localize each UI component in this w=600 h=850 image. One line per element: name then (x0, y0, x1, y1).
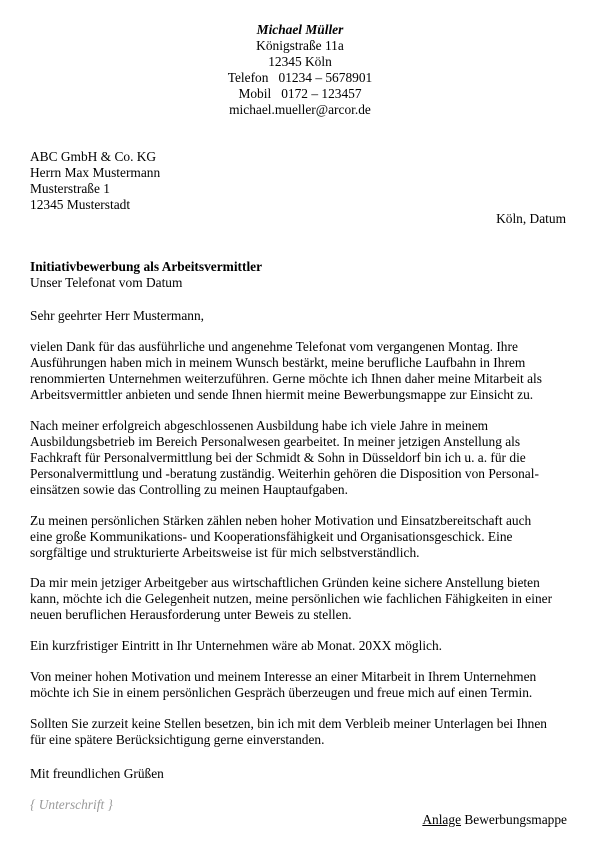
text-line: renommierten Unternehmen weiterzuführen. Gerne möchte ich Ihnen daher meine Mitarbeit als (30, 371, 542, 386)
text-line: neuen beruflichen Herausforderung unter Beweis zu stellen. (30, 607, 352, 622)
paragraph-interview (30, 669, 570, 701)
sender-name: Michael Müller (256, 22, 344, 37)
recipient-contact: Herrn Max Mustermann (30, 165, 161, 180)
text-line: Von meiner hohen Motivation und meinem Interesse an einer Mitarbeit in Ihrem Unternehmen (30, 669, 537, 684)
signature-placeholder: { Unterschrift } (30, 797, 113, 812)
sender-city: 12345 Köln (268, 54, 332, 69)
text-line: Ausbildungsbetrieb im Bereich Personalwesen gearbeitet. In meiner jetzigen Anstellung als (30, 434, 521, 449)
recipient-street: Musterstraße 1 (30, 181, 110, 196)
closing: Mit freundlichen Grüßen (30, 766, 164, 781)
paragraph-motivation-change (30, 575, 570, 623)
text-line: Ein kurzfristiger Eintritt in Ihr Unternehmen wäre ab Monat. 20XX möglich. (30, 638, 443, 653)
recipient-company: ABC GmbH & Co. KG (30, 149, 157, 164)
sender-street: Königstraße 11a (256, 38, 344, 53)
sender-phone: Telefon 01234 – 5678901 (227, 70, 373, 85)
attachment-label: Anlage (422, 812, 462, 827)
sender-email: michael.mueller@arcor.de (229, 102, 371, 117)
text-line: Da mir mein jetziger Arbeitgeber aus wirtschaftlichen Gründen keine sichere Anstellung bieten (30, 575, 540, 590)
text-line: für eine spätere Berücksichtigung gerne einverstanden. (30, 732, 325, 747)
text-line: Arbeitsvermittler anbieten und sende Ihnen hiermit meine Bewerbungsmappe zur Einsicht zu. (30, 387, 534, 402)
text-line: Sollten Sie zurzeit keine Stellen besetzen, bin ich mit dem Verbleib meiner Unterlagen bei Ihnen (30, 716, 547, 731)
text-line: Nach meiner erfolgreich abgeschlossenen Ausbildung habe ich viele Jahre in meinem (30, 418, 489, 433)
recipient-block (30, 149, 160, 213)
subject-title: Initiativbewerbung als Arbeitsvermittler (30, 259, 263, 274)
text-line: vielen Dank für das ausführliche und angenehme Telefonat vom vergangenen Montag. Ihre (30, 339, 518, 354)
paragraph-experience (30, 418, 570, 498)
recipient-city: 12345 Musterstadt (30, 197, 131, 212)
text-line: sorgfältige und strukturierte Arbeitsweise ist für mich selbstverständlich. (30, 545, 420, 560)
text-line: möchte ich Sie in einem persönlichen Gespräch überzeugen und freue mich auf einen Termin. (30, 685, 533, 700)
sender-mobile: Mobil 0172 – 123457 (238, 86, 362, 101)
subject-block (30, 259, 262, 291)
paragraph-strengths (30, 513, 570, 561)
date-line: Köln, Datum (496, 211, 566, 226)
text-line: Zu meinen persönlichen Stärken zählen neben hoher Motivation und Einsatzbereitschaft auch (30, 513, 532, 528)
paragraph-documents (30, 716, 570, 748)
text-line: Ausführungen haben mich in meinem Wunsch bestärkt, meine berufliche Laufbahn in Ihrem (30, 355, 526, 370)
attachment-text: Bewerbungsmappe (461, 812, 567, 827)
text-line: Personalvermittlung und -beratung zuständig. Weiterhin gehören die Disposition von Personal- (30, 466, 539, 481)
sender-block (0, 22, 600, 118)
salutation: Sehr geehrter Herr Mustermann, (30, 308, 205, 323)
text-line: Fachkraft für Personalvermittlung bei der Schmidt & Sohn in Düsseldorf bin ich u. a. für die (30, 450, 526, 465)
subject-subtitle: Unser Telefonat vom Datum (30, 275, 183, 290)
text-line: kann, möchte ich die Gelegenheit nutzen, meine persönlichen wie fachlichen Fähigkeiten in einer (30, 591, 553, 606)
text-line: einsätzen sowie das Controlling zu meinen Hauptaufgaben. (30, 482, 348, 497)
paragraph-thanks (30, 339, 570, 403)
paragraph-start-date (30, 638, 570, 654)
attachment-note (422, 812, 567, 828)
text-line: eine große Kommunikations- und Kooperationsfähigkeit und Organisationsgeschick. Eine (30, 529, 513, 544)
